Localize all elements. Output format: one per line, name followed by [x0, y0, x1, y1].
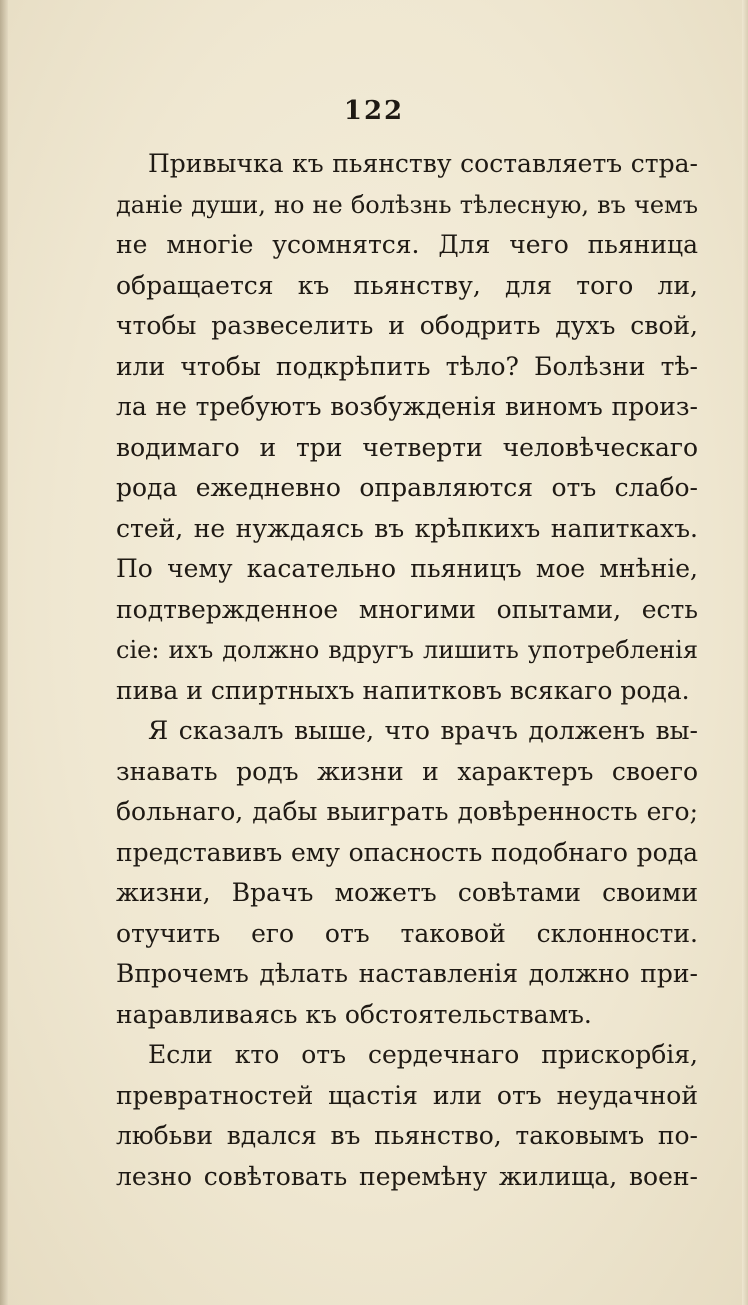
text-line: стей, не нуждаясь въ крѣпкихъ напиткахъ.	[116, 513, 698, 543]
text-line: обращается къ пьянству, для того ли,	[116, 270, 698, 300]
text-line: подтвержденное многими опытами, есть	[116, 594, 698, 624]
page-spine-shadow	[0, 0, 8, 1305]
text-line: сіе: ихъ должно вдругъ лишить употребленія	[116, 636, 698, 664]
body-text	[116, 144, 698, 1197]
text-line: больнаго, дабы выиграть довѣренность его;	[116, 797, 698, 826]
text-line: или чтобы подкрѣпить тѣло? Болѣзни тѣ-	[116, 351, 698, 381]
page-edge	[742, 0, 748, 1305]
text-line: превратностей щастія или отъ неудачной	[116, 1080, 698, 1110]
text-line: Если кто отъ сердечнаго прискорбія,	[148, 1040, 698, 1069]
text-line: любьви вдался въ пьянство, таковымъ по-	[116, 1121, 698, 1150]
text-line: Привычка къ пьянству составляетъ стра-	[148, 149, 698, 178]
page-number: 122	[343, 96, 405, 126]
text-line: знавать родъ жизни и характеръ своего	[116, 756, 698, 786]
text-line: Я сказалъ выше, что врачъ долженъ вы-	[148, 716, 698, 745]
text-line: жизни, Врачъ можетъ совѣтами своими	[116, 878, 698, 907]
text-line: не многіе усомнятся. Для чего пьяница	[116, 230, 698, 259]
text-line: рода ежедневно оправляются отъ слабо-	[116, 473, 698, 502]
text-line: пива и спиртныхъ напитковъ всякаго рода.	[116, 675, 690, 705]
text-line: водимаго и три четверти человѣческаго	[116, 432, 698, 462]
text-line: Впрочемъ дѣлать наставленія должно при-	[116, 959, 698, 988]
text-line: представивъ ему опасность подобнаго рода	[116, 837, 698, 867]
text-line: По чему касательно пьяницъ мое мнѣніе,	[116, 554, 698, 583]
text-line: ла не требуютъ возбужденія виномъ произ-	[116, 392, 698, 421]
text-line: даніе души, но не болѣзнь тѣлесную, въ чемъ	[116, 190, 698, 219]
text-line: лезно совѣтовать перемѣну жилища, воен-	[116, 1161, 698, 1191]
text-line: отучить его отъ таковой склонности.	[116, 918, 698, 948]
text-line: наравливаясь къ обстоятельствамъ.	[116, 999, 592, 1029]
text-line: чтобы развеселить и ободрить духъ свой,	[116, 311, 698, 340]
